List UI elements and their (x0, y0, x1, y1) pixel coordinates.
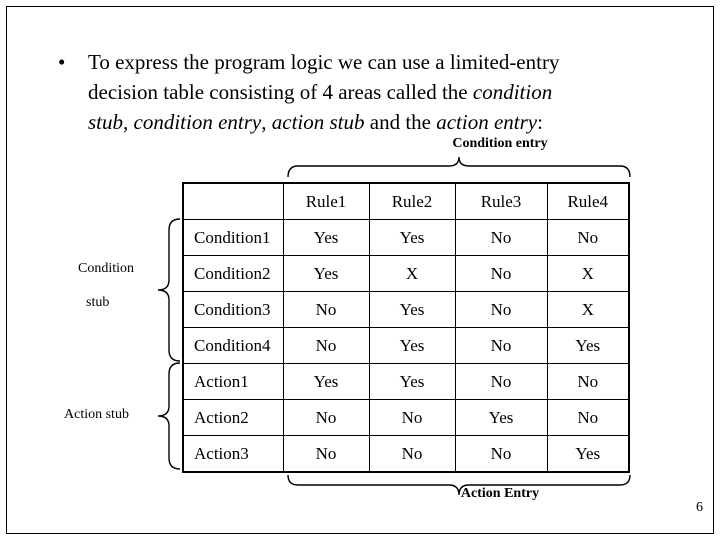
value-cell: No (547, 220, 629, 256)
bullet-segment: , (123, 110, 134, 134)
value-cell: Yes (547, 436, 629, 473)
value-cell: No (369, 400, 455, 436)
condition-stub-label-line2: stub (86, 295, 110, 310)
row-label-cell: Condition1 (183, 220, 283, 256)
value-cell: No (283, 328, 369, 364)
table-row (183, 292, 629, 328)
value-cell: Yes (283, 220, 369, 256)
value-cell: No (283, 436, 369, 473)
value-cell: X (369, 256, 455, 292)
table-header-cell: Rule2 (369, 183, 455, 220)
table-row (183, 328, 629, 364)
bullet-segment: To express the program logic we can use a limited-entry (88, 50, 560, 74)
bullet-segment-italic: action stub (271, 110, 365, 134)
decision-table (182, 182, 630, 473)
value-cell: Yes (283, 364, 369, 400)
value-cell: Yes (547, 328, 629, 364)
bullet-segment: and the (364, 110, 437, 134)
bullet-line (88, 107, 648, 137)
value-cell: No (369, 436, 455, 473)
table-row (183, 436, 629, 473)
value-cell: No (547, 400, 629, 436)
table-row (183, 400, 629, 436)
value-cell: Yes (369, 328, 455, 364)
table-body (183, 220, 629, 473)
value-cell: No (283, 292, 369, 328)
action-entry-label: Action Entry (460, 486, 540, 501)
bullet-segment: decision table consisting of 4 areas called the (88, 80, 473, 104)
row-label-cell: Action1 (183, 364, 283, 400)
action-stub-label: Action stub (64, 407, 129, 422)
bullet-text (88, 47, 648, 137)
row-label-cell: Condition2 (183, 256, 283, 292)
value-cell: Yes (455, 400, 547, 436)
row-label-cell: Condition3 (183, 292, 283, 328)
bullet-segment-italic: condition entry (133, 110, 262, 134)
condition-stub-brace (154, 217, 182, 363)
value-cell: X (547, 256, 629, 292)
row-label-cell: Condition4 (183, 328, 283, 364)
bullet-segment-italic: stub (88, 110, 124, 134)
value-cell: X (547, 292, 629, 328)
table-header-cell (183, 183, 283, 220)
value-cell: No (455, 220, 547, 256)
value-cell: Yes (283, 256, 369, 292)
bullet-segment-italic: action entry (436, 110, 538, 134)
table-row (183, 220, 629, 256)
value-cell: No (455, 256, 547, 292)
value-cell: Yes (369, 292, 455, 328)
row-label-cell: Action2 (183, 400, 283, 436)
table-row (183, 256, 629, 292)
condition-entry-label: Condition entry (452, 136, 548, 151)
value-cell: No (455, 436, 547, 473)
value-cell: No (455, 292, 547, 328)
bullet-segment-italic: condition (472, 80, 553, 104)
bullet-segment: : (537, 110, 543, 134)
condition-stub-label-line1: Condition (78, 261, 135, 276)
table-row (183, 364, 629, 400)
table-header-cell: Rule1 (283, 183, 369, 220)
bullet-line (88, 77, 648, 107)
row-label-cell: Action3 (183, 436, 283, 473)
value-cell: No (455, 364, 547, 400)
value-cell: No (547, 364, 629, 400)
condition-entry-brace (286, 155, 632, 179)
bullet-line (88, 47, 648, 77)
table-header-cell: Rule4 (547, 183, 629, 220)
bullet-marker: • (58, 50, 66, 74)
action-stub-brace (154, 361, 182, 471)
table-header-row (183, 183, 629, 220)
value-cell: Yes (369, 220, 455, 256)
value-cell: No (283, 400, 369, 436)
value-cell: No (455, 328, 547, 364)
page-number: 6 (696, 500, 703, 515)
table-header-cell: Rule3 (455, 183, 547, 220)
value-cell: Yes (369, 364, 455, 400)
bullet-segment: , (261, 110, 272, 134)
